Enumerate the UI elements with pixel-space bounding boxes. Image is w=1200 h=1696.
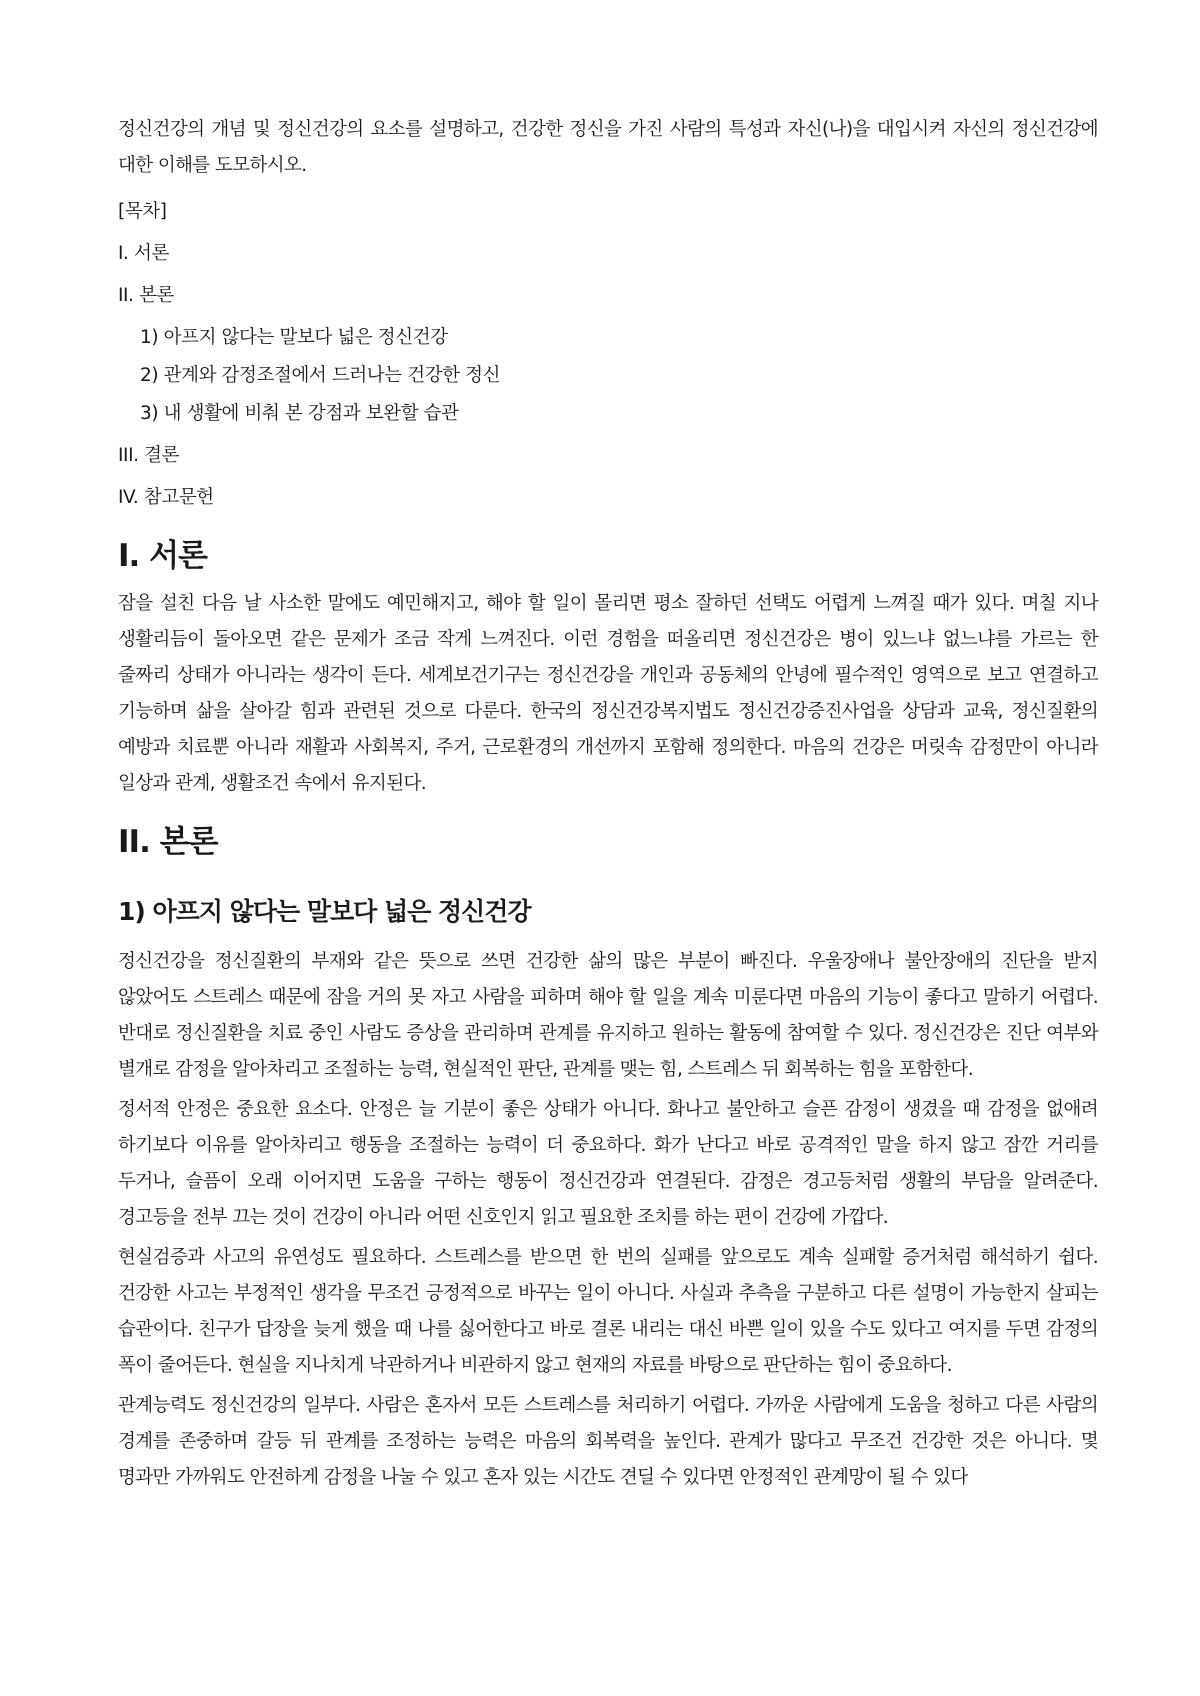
- toc-item-references: IV. 참고문헌: [118, 487, 214, 508]
- toc-item-body-3: 3) 내 생활에 비춰 본 강점과 보완할 습관: [140, 403, 459, 424]
- body-paragraph-4: 관계능력도 정신건강의 일부다. 사람은 혼자서 모든 스트레스를 처리하기 어렵다. 가까운 사람에게 도움을 청하고 다른 사람의 경계를 존중하며 갈등 뒤 관계를 조정하는 능력은 마음의 회복력을 높인다. 관계가 많다고 무조건 건강한 것은 아니다. 몇 명과만 가까워도 안전하게 감정을 나눌 수 있고 혼자 있는 시간도 견딜 수 있다면 안정적인 관계망이 될 수 있다: [118, 1395, 1098, 1488]
- toc-item-body-2: 2) 관계와 감정조절에서 드러나는 건강한 정신: [140, 365, 501, 386]
- section-heading-body: II. 본론: [118, 824, 218, 860]
- toc-item-body-1: 1) 아프지 않다는 말보다 넓은 정신건강: [140, 327, 448, 348]
- body-paragraph-2: 정서적 안정은 중요한 요소다. 안정은 늘 기분이 좋은 상태가 아니다. 화나고 불안하고 슬픈 감정이 생겼을 때 감정을 없애려 하기보다 이유를 알아차리고 행동을 조절하는 능력이 더 중요하다. 화가 난다고 바로 공격적인 말을 하지 않고 잠깐 거리를 두거나, 슬픔이 오래 이어지면 도움을 구하는 행동이 정신건강과 연결된다. 감정은 경고등처럼 생활의 부담을 알려준다. 경고등을 전부 끄는 것이 건강이 아니라 어떤 신호인지 읽고 필요한 조치를 하는 편이 건강에 가깝다.: [118, 1099, 1098, 1228]
- subsection-heading-1: 1) 아프지 않다는 말보다 넓은 정신건강: [118, 897, 531, 926]
- toc-item-conclusion: III. 결론: [118, 445, 180, 466]
- body-paragraph-3: 현실검증과 사고의 유연성도 필요하다. 스트레스를 받으면 한 번의 실패를 앞으로도 계속 실패할 증거처럼 해석하기 쉽다. 건강한 사고는 부정적인 생각을 무조건 긍정적으로 바꾸는 일이 아니다. 사실과 추측을 구분하고 다른 설명이 가능한지 살피는 습관이다. 친구가 답장을 늦게 했을 때 나를 싫어한다고 바로 결론 내리는 대신 바쁜 일이 있을 수도 있다고 여지를 두면 감정의 폭이 줄어든다. 현실을 지나치게 낙관하거나 비관하지 않고 현재의 자료를 바탕으로 판단하는 힘이 중요하다.: [118, 1247, 1098, 1376]
- body-paragraph-1: 정신건강을 정신질환의 부재와 같은 뜻으로 쓰면 건강한 삶의 많은 부분이 빠진다. 우울장애나 불안장애의 진단을 받지 않았어도 스트레스 때문에 잠을 거의 못 자고 사람을 피하며 해야 할 일을 계속 미룬다면 마음의 기능이 좋다고 말하기 어렵다. 반대로 정신질환을 치료 중인 사람도 증상을 관리하며 관계를 유지하고 원하는 활동에 참여할 수 있다. 정신건강은 진단 여부와 별개로 감정을 알아차리고 조절하는 능력, 현실적인 판단, 관계를 맺는 힘, 스트레스 뒤 회복하는 힘을 포함한다.: [118, 951, 1098, 1080]
- toc-title: [목차]: [118, 201, 167, 222]
- toc-item-body: II. 본론: [118, 285, 175, 306]
- introduction-paragraph: 잠을 설친 다음 날 사소한 말에도 예민해지고, 해야 할 일이 몰리면 평소 잘하던 선택도 어렵게 느껴질 때가 있다. 며칠 지나 생활리듬이 돌아오면 같은 문제가 조금 작게 느껴진다. 이런 경험을 떠올리면 정신건강은 병이 있느냐 없느냐를 가르는 한 줄짜리 상태가 아니라는 생각이 든다. 세계보건기구는 정신건강을 개인과 공동체의 안녕에 필수적인 영역으로 보고 연결하고 기능하며 삶을 살아갈 힘과 관련된 것으로 다룬다. 한국의 정신건강복지법도 정신건강증진사업을 상담과 교육, 정신질환의 예방과 치료뿐 아니라 재활과 사회복지, 주거, 근로환경의 개선까지 포함해 정의한다. 마음의 건강은 머릿속 감정만이 아니라 일상과 관계, 생활조건 속에서 유지된다.: [118, 593, 1098, 794]
- document-page: [118, 112, 1098, 1500]
- table-of-contents: [118, 194, 1098, 516]
- assignment-prompt: 정신건강의 개념 및 정신건강의 요소를 설명하고, 건강한 정신을 가진 사람의 특성과 자신(나)을 대입시켜 자신의 정신건강에 대한 이해를 도모하시오.: [118, 119, 1098, 176]
- section-heading-introduction: I. 서론: [118, 538, 207, 574]
- toc-item-introduction: I. 서론: [118, 243, 169, 264]
